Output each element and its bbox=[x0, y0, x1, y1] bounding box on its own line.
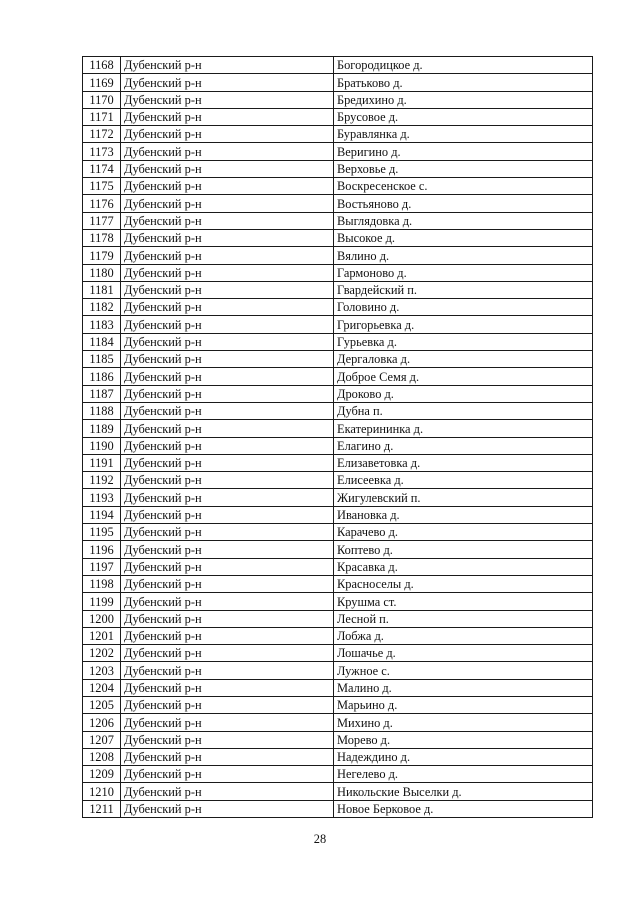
district-cell: Дубенский р-н bbox=[121, 575, 334, 592]
district-cell: Дубенский р-н bbox=[121, 385, 334, 402]
table-row bbox=[83, 160, 593, 177]
settlement-cell: Екатерининка д. bbox=[334, 420, 593, 437]
district-cell: Дубенский р-н bbox=[121, 489, 334, 506]
row-number-cell: 1210 bbox=[83, 783, 121, 800]
row-number-cell: 1206 bbox=[83, 714, 121, 731]
row-number-cell: 1182 bbox=[83, 299, 121, 316]
settlement-cell: Григорьевка д. bbox=[334, 316, 593, 333]
row-number-cell: 1205 bbox=[83, 696, 121, 713]
table-row bbox=[83, 714, 593, 731]
settlement-cell: Крушма ст. bbox=[334, 593, 593, 610]
table-row bbox=[83, 126, 593, 143]
row-number-cell: 1178 bbox=[83, 229, 121, 246]
settlement-cell: Жигулевский п. bbox=[334, 489, 593, 506]
table-row bbox=[83, 748, 593, 765]
settlement-cell: Лужное с. bbox=[334, 662, 593, 679]
table-row bbox=[83, 143, 593, 160]
table-row bbox=[83, 420, 593, 437]
row-number-cell: 1171 bbox=[83, 108, 121, 125]
district-cell: Дубенский р-н bbox=[121, 126, 334, 143]
row-number-cell: 1202 bbox=[83, 645, 121, 662]
settlement-cell: Лошачье д. bbox=[334, 645, 593, 662]
settlement-cell: Выглядовка д. bbox=[334, 212, 593, 229]
table-row bbox=[83, 178, 593, 195]
table-row bbox=[83, 195, 593, 212]
table-row bbox=[83, 212, 593, 229]
row-number-cell: 1174 bbox=[83, 160, 121, 177]
page-number: 28 bbox=[313, 832, 327, 846]
settlement-cell: Богородицкое д. bbox=[334, 57, 593, 74]
district-cell: Дубенский р-н bbox=[121, 57, 334, 74]
district-cell: Дубенский р-н bbox=[121, 143, 334, 160]
table-row bbox=[83, 454, 593, 471]
settlement-cell: Дергаловка д. bbox=[334, 351, 593, 368]
district-cell: Дубенский р-н bbox=[121, 333, 334, 350]
document-sheet bbox=[82, 56, 592, 818]
row-number-cell: 1189 bbox=[83, 420, 121, 437]
district-cell: Дубенский р-н bbox=[121, 91, 334, 108]
row-number-cell: 1168 bbox=[83, 57, 121, 74]
table-row bbox=[83, 696, 593, 713]
table-row bbox=[83, 593, 593, 610]
row-number-cell: 1195 bbox=[83, 524, 121, 541]
table-row bbox=[83, 575, 593, 592]
row-number-cell: 1201 bbox=[83, 627, 121, 644]
table-row bbox=[83, 489, 593, 506]
district-cell: Дубенский р-н bbox=[121, 524, 334, 541]
settlement-cell: Востьяново д. bbox=[334, 195, 593, 212]
row-number-cell: 1193 bbox=[83, 489, 121, 506]
settlements-table-body bbox=[83, 57, 593, 818]
district-cell: Дубенский р-н bbox=[121, 714, 334, 731]
settlements-table bbox=[82, 56, 593, 818]
settlement-cell: Дроково д. bbox=[334, 385, 593, 402]
settlement-cell: Марьино д. bbox=[334, 696, 593, 713]
settlement-cell: Михино д. bbox=[334, 714, 593, 731]
district-cell: Дубенский р-н bbox=[121, 662, 334, 679]
row-number-cell: 1169 bbox=[83, 74, 121, 91]
settlement-cell: Новое Берковое д. bbox=[334, 800, 593, 817]
row-number-cell: 1190 bbox=[83, 437, 121, 454]
district-cell: Дубенский р-н bbox=[121, 299, 334, 316]
district-cell: Дубенский р-н bbox=[121, 541, 334, 558]
settlement-cell: Веригино д. bbox=[334, 143, 593, 160]
settlement-cell: Лесной п. bbox=[334, 610, 593, 627]
district-cell: Дубенский р-н bbox=[121, 281, 334, 298]
settlement-cell: Негелево д. bbox=[334, 766, 593, 783]
settlement-cell: Гармоново д. bbox=[334, 264, 593, 281]
settlement-cell: Надеждино д. bbox=[334, 748, 593, 765]
district-cell: Дубенский р-н bbox=[121, 748, 334, 765]
settlement-cell: Бредихино д. bbox=[334, 91, 593, 108]
row-number-cell: 1173 bbox=[83, 143, 121, 160]
table-row bbox=[83, 264, 593, 281]
row-number-cell: 1211 bbox=[83, 800, 121, 817]
row-number-cell: 1185 bbox=[83, 351, 121, 368]
district-cell: Дубенский р-н bbox=[121, 472, 334, 489]
settlement-cell: Карачево д. bbox=[334, 524, 593, 541]
row-number-cell: 1187 bbox=[83, 385, 121, 402]
table-row bbox=[83, 402, 593, 419]
district-cell: Дубенский р-н bbox=[121, 766, 334, 783]
settlement-cell: Высокое д. bbox=[334, 229, 593, 246]
row-number-cell: 1175 bbox=[83, 178, 121, 195]
table-row bbox=[83, 108, 593, 125]
district-cell: Дубенский р-н bbox=[121, 437, 334, 454]
row-number-cell: 1207 bbox=[83, 731, 121, 748]
district-cell: Дубенский р-н bbox=[121, 229, 334, 246]
row-number-cell: 1194 bbox=[83, 506, 121, 523]
district-cell: Дубенский р-н bbox=[121, 558, 334, 575]
settlement-cell: Верховье д. bbox=[334, 160, 593, 177]
settlement-cell: Гвардейский п. bbox=[334, 281, 593, 298]
row-number-cell: 1197 bbox=[83, 558, 121, 575]
district-cell: Дубенский р-н bbox=[121, 420, 334, 437]
district-cell: Дубенский р-н bbox=[121, 610, 334, 627]
row-number-cell: 1209 bbox=[83, 766, 121, 783]
table-row bbox=[83, 610, 593, 627]
district-cell: Дубенский р-н bbox=[121, 800, 334, 817]
row-number-cell: 1180 bbox=[83, 264, 121, 281]
district-cell: Дубенский р-н bbox=[121, 402, 334, 419]
settlement-cell: Доброе Семя д. bbox=[334, 368, 593, 385]
table-row bbox=[83, 368, 593, 385]
district-cell: Дубенский р-н bbox=[121, 212, 334, 229]
settlement-cell: Морево д. bbox=[334, 731, 593, 748]
settlement-cell: Дубна п. bbox=[334, 402, 593, 419]
table-row bbox=[83, 229, 593, 246]
table-row bbox=[83, 731, 593, 748]
row-number-cell: 1192 bbox=[83, 472, 121, 489]
table-row bbox=[83, 281, 593, 298]
table-row bbox=[83, 91, 593, 108]
table-row bbox=[83, 316, 593, 333]
row-number-cell: 1177 bbox=[83, 212, 121, 229]
settlement-cell: Елизаветовка д. bbox=[334, 454, 593, 471]
district-cell: Дубенский р-н bbox=[121, 351, 334, 368]
row-number-cell: 1176 bbox=[83, 195, 121, 212]
table-row bbox=[83, 74, 593, 91]
table-row bbox=[83, 627, 593, 644]
district-cell: Дубенский р-н bbox=[121, 108, 334, 125]
settlement-cell: Ивановка д. bbox=[334, 506, 593, 523]
settlement-cell: Вялино д. bbox=[334, 247, 593, 264]
settlement-cell: Воскресенское с. bbox=[334, 178, 593, 195]
district-cell: Дубенский р-н bbox=[121, 247, 334, 264]
district-cell: Дубенский р-н bbox=[121, 593, 334, 610]
row-number-cell: 1199 bbox=[83, 593, 121, 610]
table-row bbox=[83, 351, 593, 368]
row-number-cell: 1179 bbox=[83, 247, 121, 264]
row-number-cell: 1184 bbox=[83, 333, 121, 350]
row-number-cell: 1183 bbox=[83, 316, 121, 333]
district-cell: Дубенский р-н bbox=[121, 696, 334, 713]
district-cell: Дубенский р-н bbox=[121, 731, 334, 748]
table-row bbox=[83, 783, 593, 800]
row-number-cell: 1200 bbox=[83, 610, 121, 627]
row-number-cell: 1204 bbox=[83, 679, 121, 696]
row-number-cell: 1188 bbox=[83, 402, 121, 419]
row-number-cell: 1203 bbox=[83, 662, 121, 679]
settlement-cell: Лобжа д. bbox=[334, 627, 593, 644]
settlement-cell: Никольские Выселки д. bbox=[334, 783, 593, 800]
table-row bbox=[83, 679, 593, 696]
district-cell: Дубенский р-н bbox=[121, 627, 334, 644]
table-row bbox=[83, 506, 593, 523]
district-cell: Дубенский р-н bbox=[121, 160, 334, 177]
district-cell: Дубенский р-н bbox=[121, 178, 334, 195]
row-number-cell: 1181 bbox=[83, 281, 121, 298]
district-cell: Дубенский р-н bbox=[121, 74, 334, 91]
district-cell: Дубенский р-н bbox=[121, 506, 334, 523]
district-cell: Дубенский р-н bbox=[121, 368, 334, 385]
row-number-cell: 1170 bbox=[83, 91, 121, 108]
district-cell: Дубенский р-н bbox=[121, 679, 334, 696]
table-row bbox=[83, 558, 593, 575]
settlement-cell: Елагино д. bbox=[334, 437, 593, 454]
table-row bbox=[83, 333, 593, 350]
district-cell: Дубенский р-н bbox=[121, 195, 334, 212]
row-number-cell: 1208 bbox=[83, 748, 121, 765]
settlement-cell: Буравлянка д. bbox=[334, 126, 593, 143]
settlement-cell: Малино д. bbox=[334, 679, 593, 696]
settlement-cell: Брусовое д. bbox=[334, 108, 593, 125]
district-cell: Дубенский р-н bbox=[121, 316, 334, 333]
table-row bbox=[83, 662, 593, 679]
settlement-cell: Красноселы д. bbox=[334, 575, 593, 592]
table-row bbox=[83, 437, 593, 454]
table-row bbox=[83, 247, 593, 264]
district-cell: Дубенский р-н bbox=[121, 783, 334, 800]
table-row bbox=[83, 541, 593, 558]
settlement-cell: Гурьевка д. bbox=[334, 333, 593, 350]
settlement-cell: Братьково д. bbox=[334, 74, 593, 91]
table-row bbox=[83, 472, 593, 489]
table-row bbox=[83, 800, 593, 817]
table-row bbox=[83, 299, 593, 316]
settlement-cell: Красавка д. bbox=[334, 558, 593, 575]
row-number-cell: 1198 bbox=[83, 575, 121, 592]
table-row bbox=[83, 524, 593, 541]
district-cell: Дубенский р-н bbox=[121, 264, 334, 281]
row-number-cell: 1196 bbox=[83, 541, 121, 558]
settlement-cell: Головино д. bbox=[334, 299, 593, 316]
table-row bbox=[83, 766, 593, 783]
table-row bbox=[83, 57, 593, 74]
table-row bbox=[83, 385, 593, 402]
table-row bbox=[83, 645, 593, 662]
row-number-cell: 1186 bbox=[83, 368, 121, 385]
district-cell: Дубенский р-н bbox=[121, 645, 334, 662]
row-number-cell: 1191 bbox=[83, 454, 121, 471]
row-number-cell: 1172 bbox=[83, 126, 121, 143]
settlement-cell: Коптево д. bbox=[334, 541, 593, 558]
settlement-cell: Елисеевка д. bbox=[334, 472, 593, 489]
district-cell: Дубенский р-н bbox=[121, 454, 334, 471]
